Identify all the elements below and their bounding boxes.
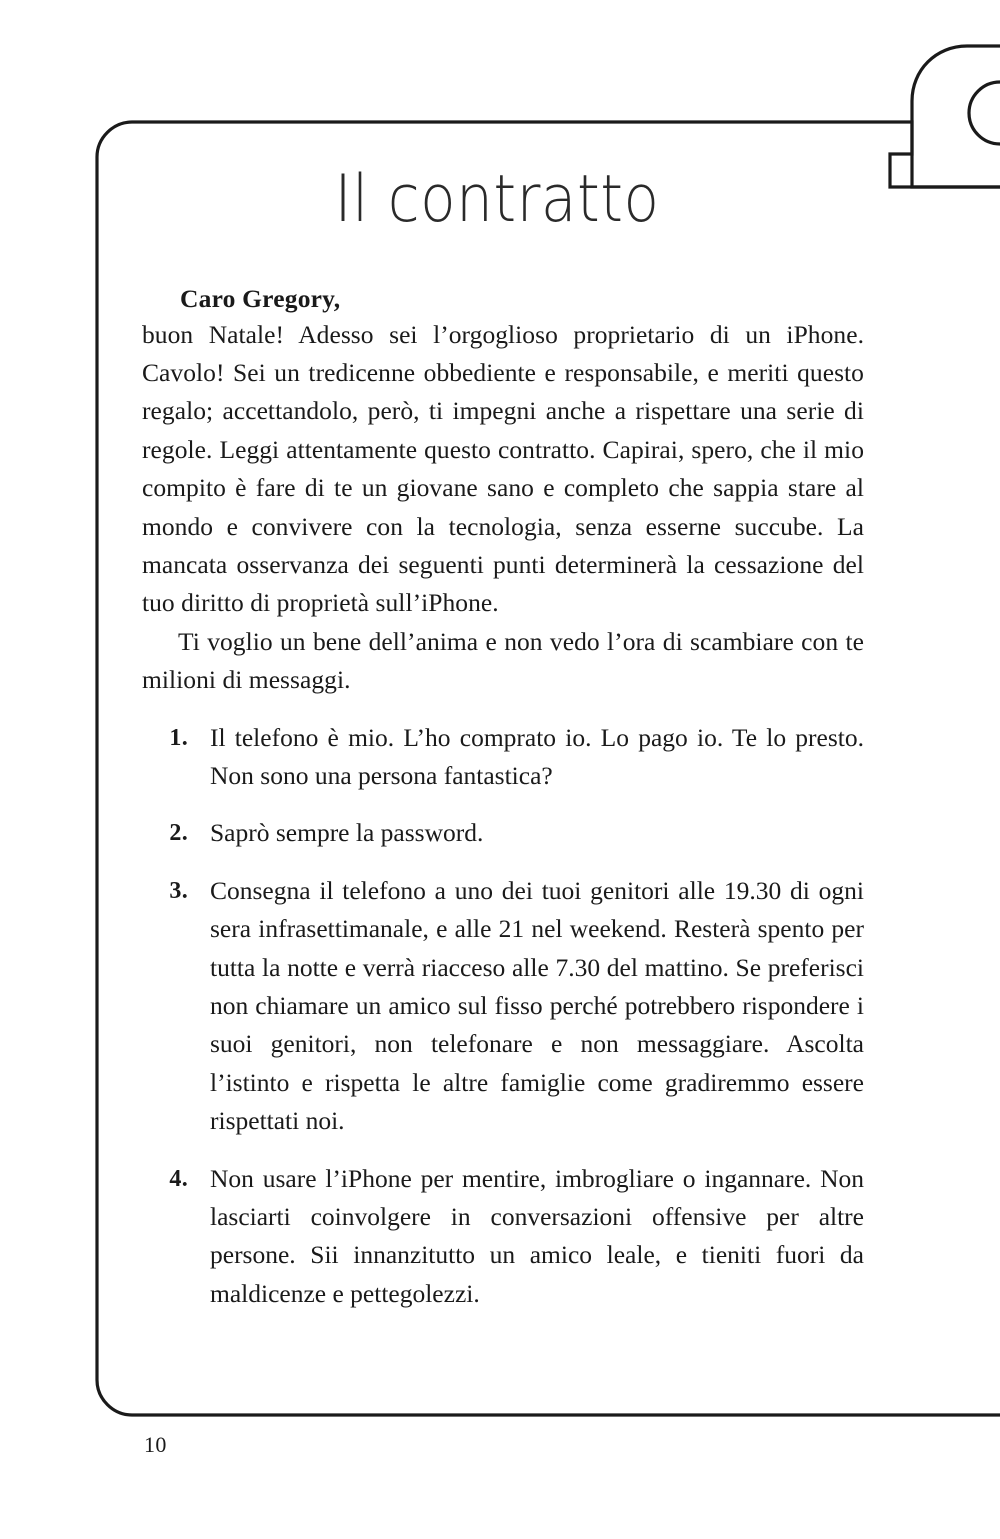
bookmark-tab-icon bbox=[890, 46, 1000, 187]
salutation: Caro Gregory, bbox=[180, 284, 341, 313]
rule-text: Il telefono è mio. L’ho comprato io. Lo pago io. Te lo presto. Non sono una persona fantastica? bbox=[210, 722, 864, 790]
rule-number: 1. bbox=[169, 724, 188, 751]
letter-body bbox=[142, 286, 864, 1313]
page-number: 10 bbox=[144, 1432, 167, 1457]
list-item bbox=[142, 1160, 864, 1314]
letter-paragraph-2: Ti voglio un bene dell’anima e non vedo l’ora di scambiare con te milioni di messaggi. bbox=[142, 626, 864, 695]
list-item bbox=[142, 719, 864, 796]
rule-text: Saprò sempre la password. bbox=[210, 818, 484, 848]
rule-number: 4. bbox=[169, 1165, 188, 1192]
page-title: Il contratto bbox=[334, 160, 660, 237]
rule-text: Consegna il telefono a uno dei tuoi genitori alle 19.30 di ogni sera infrasettimanale, e alle 21 nel weekend. Resterà spento per tutta la notte e verrà riacceso alle 7.30 del mattino. Se preferisci non chiamare un amico sul fisso perché potrebbero rispondere i suoi genitori, non telefonare e non messaggiare. Ascolta l’istinto e rispetta le altre famiglie come gradiremmo essere rispettati noi. bbox=[210, 875, 864, 1136]
letter-paragraph-1: buon Natale! Adesso sei l’orgoglioso proprietario di un iPhone. Cavolo! Sei un tredicenne obbediente e responsabile, e meriti questo regalo; accettandolo, però, ti impegni anche a rispettare una serie di regole. Leggi attentamente questo contratto. Capirai, spero, che il mio compito è fare di te un giovane sano e completo che sappia stare al mondo e convivere con la tecnologia, senza esserne succube. La mancata osservanza dei seguenti punti determinerà la cessazione del tuo diritto di proprietà sull’iPhone. bbox=[142, 319, 864, 618]
rule-number: 2. bbox=[169, 820, 188, 847]
list-item bbox=[142, 872, 864, 1141]
list-item bbox=[142, 814, 864, 852]
rules-list bbox=[142, 719, 864, 1314]
rule-number: 3. bbox=[169, 877, 188, 904]
rule-text: Non usare l’iPhone per mentire, imbrogliare o ingannare. Non lasciarti coinvolgere in conversazioni offensive per altre persone. Sii innanzitutto un amico leale, e tieniti fuori da maldicenze e pettegolezzi. bbox=[210, 1163, 864, 1308]
